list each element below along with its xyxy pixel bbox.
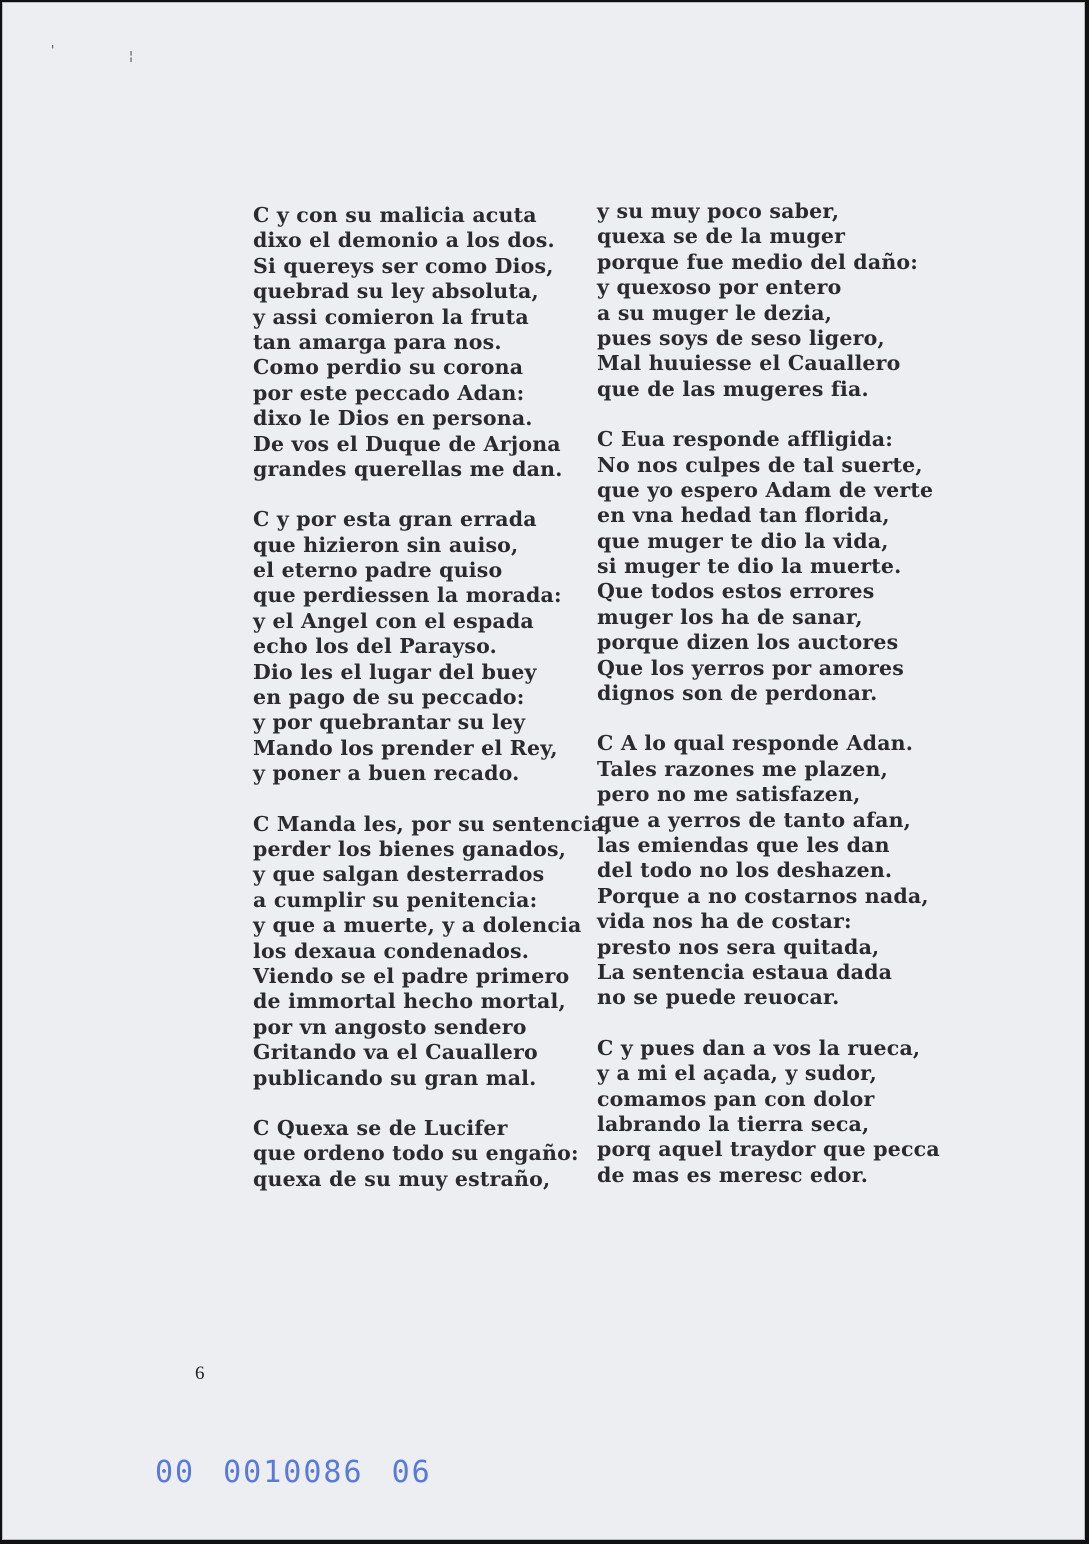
verse-line: quexa de su muy estraño, <box>253 1166 551 1191</box>
scan-specks: ' ¦ <box>51 43 134 63</box>
verse-line: Como perdio su corona <box>253 355 524 380</box>
verse-line: que hizieron sin auiso, <box>253 532 519 557</box>
verse-line: C y con su malicia acuta <box>253 203 537 227</box>
verse-line: y que a muerte, y a dolencia <box>253 913 582 938</box>
stamp-part-1: 00 <box>155 1455 196 1490</box>
verse-line: tan amarga para nos. <box>253 329 502 354</box>
verse-line: dixo el demonio a los dos. <box>253 228 555 253</box>
verse-line: no se puede reuocar. <box>597 985 840 1010</box>
verse-line: y poner a buen recado. <box>253 761 520 786</box>
left-verse-column <box>253 203 612 1192</box>
verse-line: dignos son de perdonar. <box>597 681 878 706</box>
verse-line: que perdiessen la morada: <box>253 583 562 608</box>
verse-line: Tales razones me plazen, <box>597 756 888 781</box>
verse-line: de mas es meresc edor. <box>597 1162 869 1187</box>
verse-line: quexa se de la muger <box>597 224 846 249</box>
verse-line: que muger te dio la vida, <box>597 528 889 553</box>
verse-line: el eterno padre quiso <box>253 558 503 583</box>
verse-line: si muger te dio la muerte. <box>597 554 902 579</box>
verse-line: Mal huuiesse el Cauallero <box>597 351 901 376</box>
verse-line: pero no me satisfazen, <box>597 782 861 807</box>
stanza-gap <box>597 706 940 731</box>
verse-line: y por quebrantar su ley <box>253 710 526 735</box>
verse-line: en pago de su peccado: <box>253 685 525 710</box>
verse-line: C Eua responde affligida: <box>597 427 894 452</box>
stanza-gap <box>597 402 940 427</box>
verse-line: Gritando va el Cauallero <box>253 1040 538 1065</box>
verse-line: La sentencia estaua dada <box>597 959 893 984</box>
verse-line: Que todos estos errores <box>597 579 875 604</box>
stanza-gap <box>597 1011 940 1036</box>
verse-line: presto nos sera quitada, <box>597 934 880 959</box>
verse-line: quebrad su ley absoluta, <box>253 279 539 304</box>
verse-line: y que salgan desterrados <box>253 862 545 887</box>
stamp-part-2: 0010086 <box>223 1455 364 1490</box>
verse-line: y quexoso por entero <box>597 275 842 300</box>
verse-line: grandes querellas me dan. <box>253 456 563 481</box>
stanza-gap <box>253 787 612 812</box>
verse-line: Viendo se el padre primero <box>253 963 570 988</box>
verse-line: labrando la tierra seca, <box>597 1111 870 1136</box>
verse-line: pues soys de seso ligero, <box>597 325 885 350</box>
verse-line: porq aquel traydor que pecca <box>597 1137 940 1162</box>
verse-line: a cumplir su penitencia: <box>253 887 538 912</box>
verse-line: De vos el Duque de Arjona <box>253 431 561 456</box>
verse-line: Dio les el lugar del buey <box>253 659 537 684</box>
stamp-part-3: 06 <box>391 1455 432 1490</box>
verse-line: porque fue medio del daño: <box>597 249 919 274</box>
verse-line: por vn angosto sendero <box>253 1014 527 1039</box>
verse-line: que a yerros de tanto afan, <box>597 807 912 832</box>
verse-line: y el Angel con el espada <box>253 608 534 633</box>
verse-line: a su muger le dezia, <box>597 300 833 325</box>
verse-line: que yo espero Adam de verte <box>597 477 934 502</box>
scanned-page <box>2 2 1085 1540</box>
verse-line: echo los del Parayso. <box>253 634 498 659</box>
stanza-gap <box>253 1091 612 1116</box>
verse-line: que de las mugeres fia. <box>597 376 869 401</box>
verse-line: los dexaua condenados. <box>253 938 530 963</box>
verse-line: por este peccado Adan: <box>253 380 525 405</box>
verse-line: en vna hedad tan florida, <box>597 503 890 528</box>
verse-line: perder los bienes ganados, <box>253 836 567 861</box>
verse-line: vida nos ha de costar: <box>597 909 852 934</box>
verse-line: porque dizen los auctores <box>597 630 899 655</box>
verse-line: de immortal hecho mortal, <box>253 989 566 1014</box>
verse-line: C A lo qual responde Adan. <box>597 731 914 756</box>
page-number: 6 <box>195 1363 205 1384</box>
verse-line: del todo no los deshazen. <box>597 858 893 883</box>
verse-line: y assi comieron la fruta <box>253 304 529 329</box>
verse-line: Mando los prender el Rey, <box>253 735 558 760</box>
verse-line: Que los yerros por amores <box>597 655 904 680</box>
archive-stamp <box>155 1455 432 1490</box>
verse-line: C y por esta gran errada <box>253 507 537 532</box>
verse-line: comamos pan con dolor <box>597 1086 875 1111</box>
verse-line: Si quereys ser como Dios, <box>253 253 554 278</box>
verse-line: que ordeno todo su engaño: <box>253 1141 579 1166</box>
verse-line: y a mi el açada, y sudor, <box>597 1061 877 1086</box>
verse-line: C Quexa se de Lucifer <box>253 1115 508 1140</box>
verse-line: dixo le Dios en persona. <box>253 406 533 431</box>
verse-line: Porque a no costarnos nada, <box>597 883 929 908</box>
verse-line: C Manda les, por su sentencia, <box>253 811 612 836</box>
stanza-gap <box>253 482 612 507</box>
verse-line: muger los ha de sanar, <box>597 604 863 629</box>
verse-line: C y pues dan a vos la rueca, <box>597 1035 921 1060</box>
verse-line: publicando su gran mal. <box>253 1065 537 1090</box>
right-verse-column <box>597 199 940 1188</box>
verse-line: No nos culpes de tal suerte, <box>597 452 923 477</box>
verse-line: las emiendas que les dan <box>597 832 890 857</box>
verse-line: y su muy poco saber, <box>597 199 840 223</box>
